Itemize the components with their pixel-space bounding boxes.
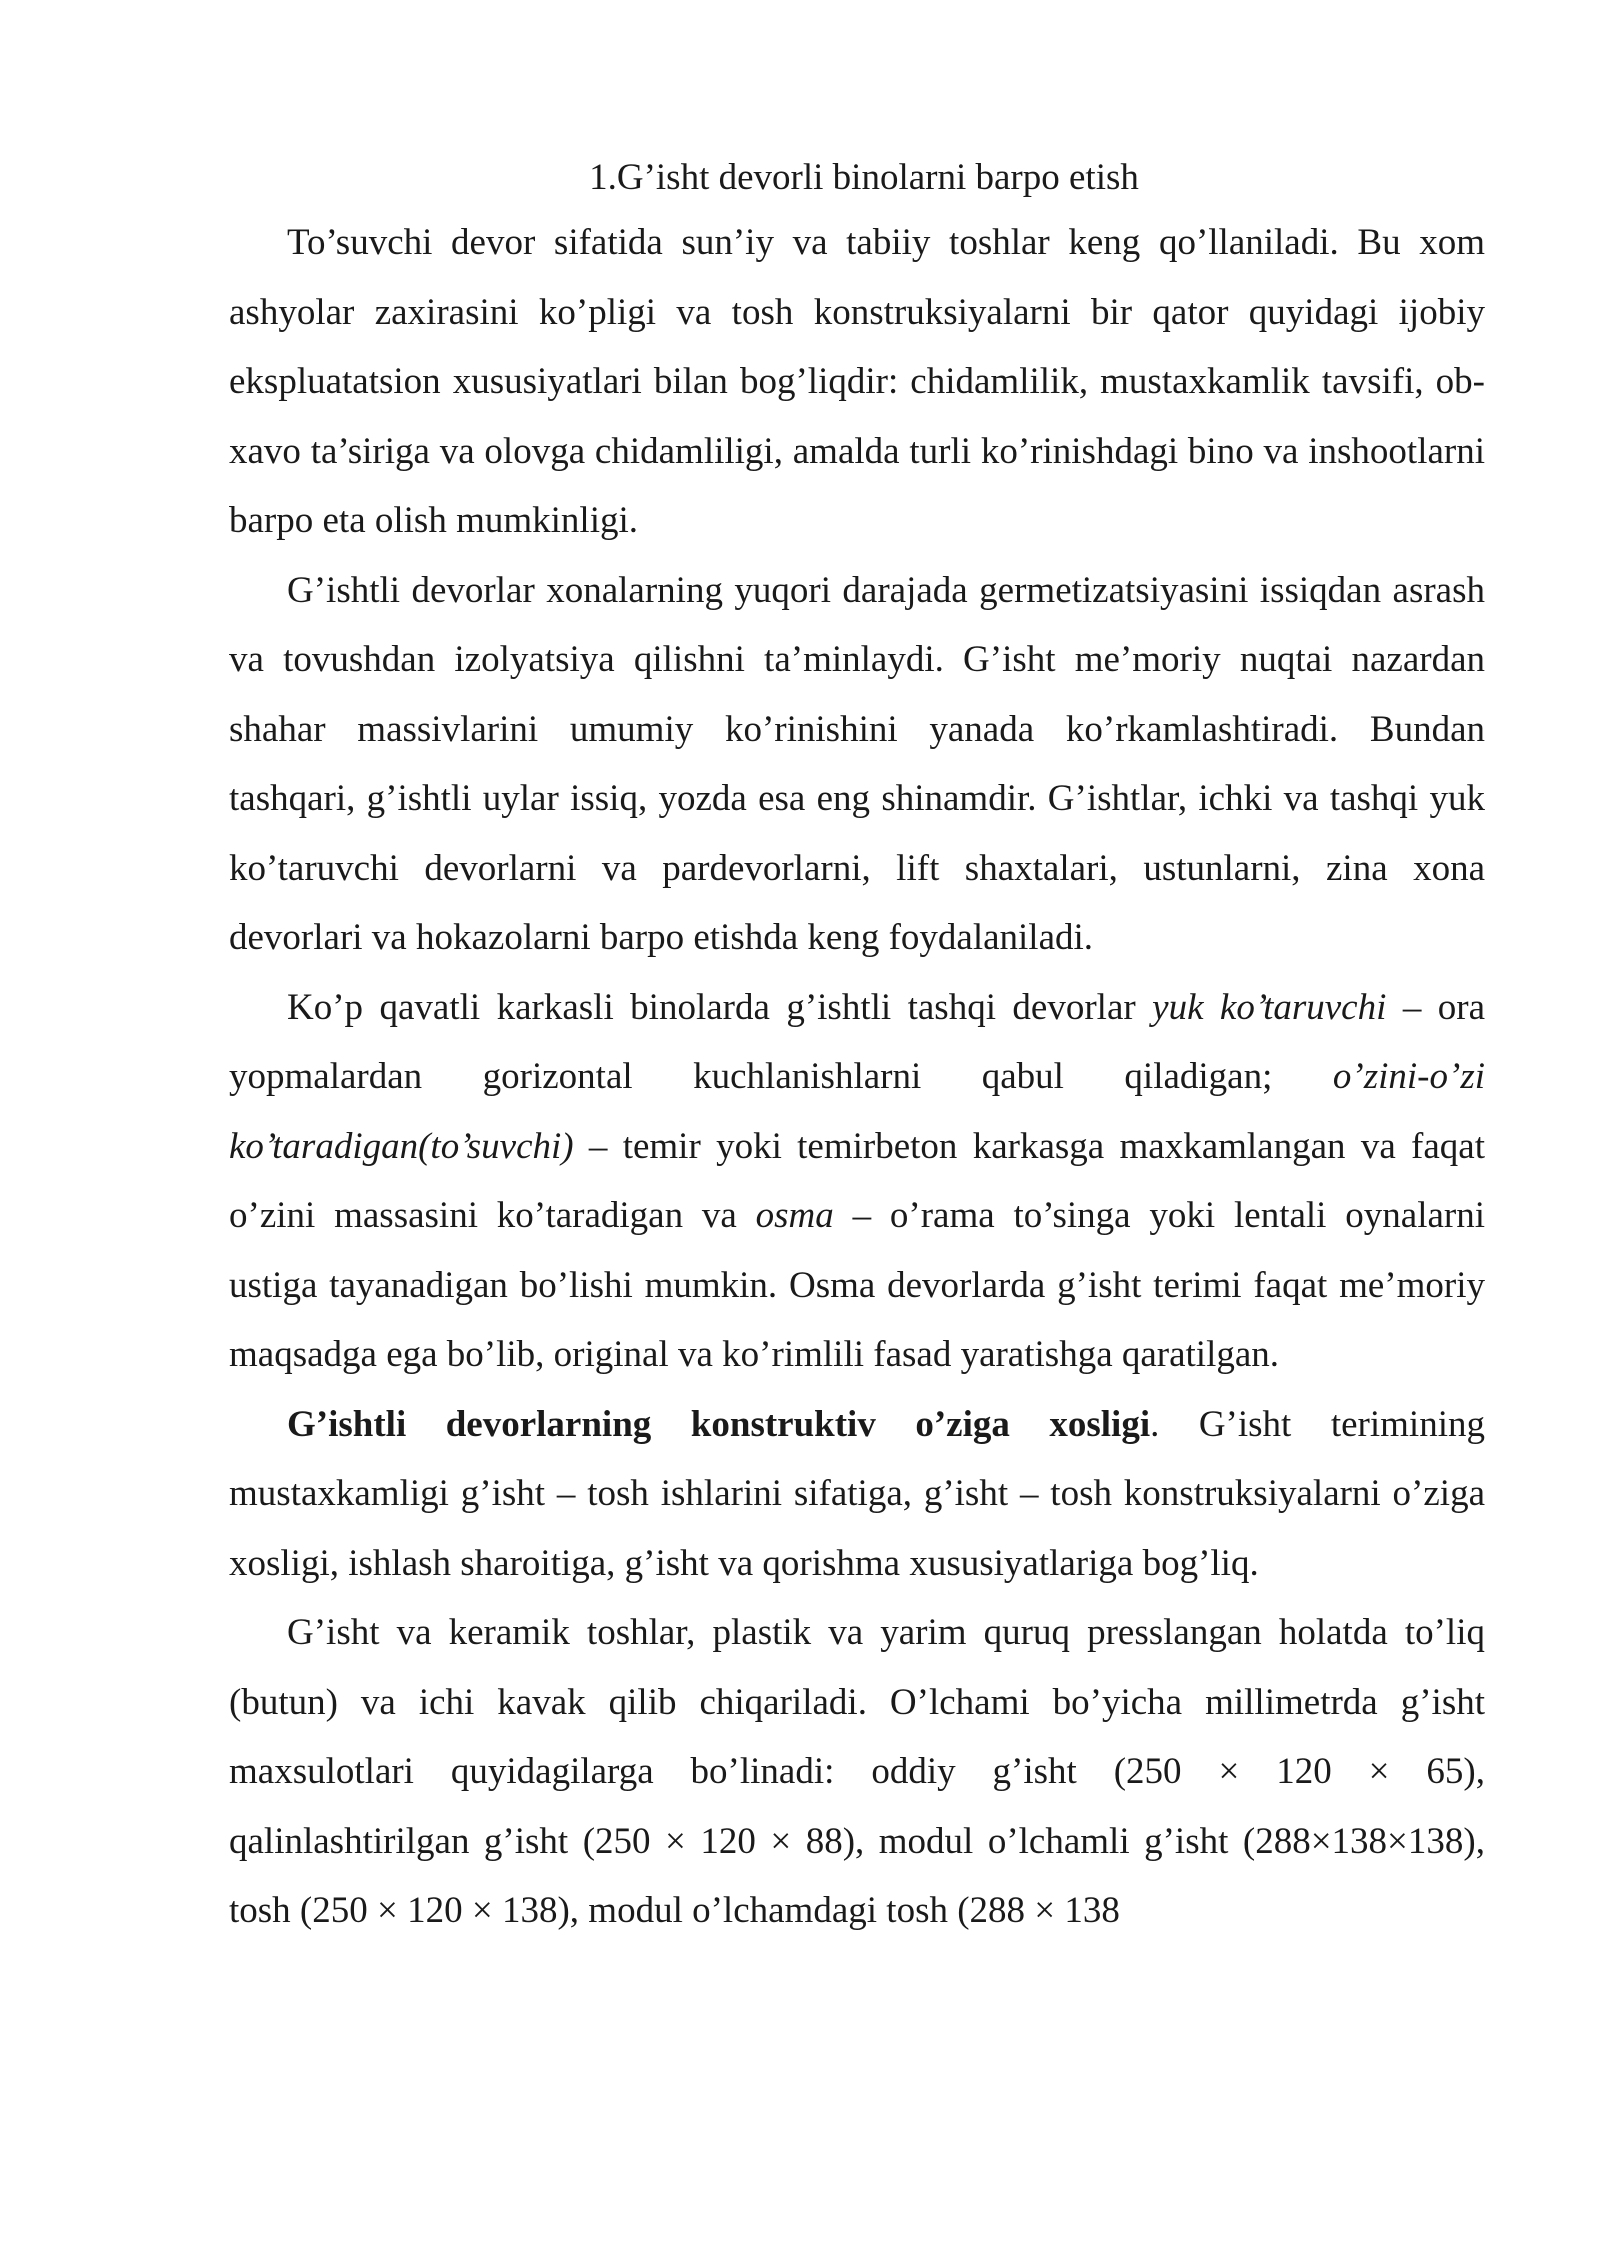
document-body: [229, 148, 1485, 1946]
paragraph-3-text-3: – temir yoki temirbeton karkasga maxkamlangan va faqat o’zini massasini ko’taradigan va: [229, 1125, 1485, 1236]
paragraph-3: [229, 973, 1485, 1390]
paragraph-4: [229, 1390, 1485, 1599]
term-self-supporting: o’zini-o’zi ko’taradigan(to’suvchi): [229, 1056, 1485, 1167]
document-title: 1.G’isht devorli binolarni barpo etish: [589, 157, 1139, 198]
paragraph-1: To’suvchi devor sifatida sun’iy va tabiiy toshlar keng qo’llaniladi. Bu xom ashyolar zaxirasini ko’pligi va tosh konstruksiyalarni bir qator quyidagi ijobiy ekspluatatsion xususiyatlari bilan bog’liqdir: chidamlilik, mustaxkamlik tavsifi, ob-xavo ta’siriga va olovga chidamliligi, amalda turli ko’rinishdagi bino va inshootlarni barpo eta olish mumkinligi.: [229, 222, 1485, 541]
term-load-bearing: yuk ko’taruvchi: [1152, 986, 1387, 1028]
paragraph-2: G’ishtli devorlar xonalarning yuqori darajada germetizatsiyasini issiqdan asrash va tovushdan izolyatsiya qilishni ta’minlaydi. G’isht me’moriy nuqtai nazardan shahar massivlarini umumiy ko’rinishini yanada ko’rkamlashtiradi. Bundan tashqari, g’ishtli uylar issiq, yozda esa eng shinamdir. G’ishtlar, ichki va tashqi yuk ko’taruvchi devorlarni va pardevorlarni, lift shaxtalari, ustunlarni, zina xona devorlari va hokazolarni barpo etishda keng foydalaniladi.: [229, 569, 1485, 958]
term-curtain: osma: [755, 1195, 834, 1236]
section-heading-inline: G’ishtli devorlarning konstruktiv o’ziga xosligi: [287, 1403, 1151, 1445]
paragraph-3-text-4: – o’rama to’singa yoki lentali oynalarni ustiga tayanadigan bo’lishi mumkin. Osma devorlarda g’isht terimi faqat me’moriy maqsadga ega bo’lib, original va ko’rimlili fasad yaratishga qaratilgan.: [229, 1195, 1485, 1375]
paragraph-3-text-1: Ko’p qavatli karkasli binolarda g’ishtli tashqi devorlar: [287, 986, 1153, 1028]
paragraph-4-text: . G’isht terimining mustaxkamligi g’isht – tosh ishlarini sifatiga, g’isht – tosh konstruksiyalarni o’ziga xosligi, ishlash sharoitiga, g’isht va qorishma xususiyatlariga bog’liq.: [229, 1403, 1485, 1584]
paragraph-3-text-2: – ora yopmalardan gorizontal kuchlanishlarni qabul qiladigan;: [229, 986, 1485, 1097]
paragraph-5: G’isht va keramik toshlar, plastik va yarim quruq presslangan holatda to’liq (butun) va ichi kavak qilib chiqariladi. O’lchami bo’yicha millimetrda g’isht maxsulotlari quyidagilarga bo’linadi: oddiy g’isht (250 × 120 × 65), qalinlashtirilgan g’isht (250 × 120 × 88), modul o’lchamli g’isht (288×138×138), tosh (250 × 120 × 138), modul o’lchamdagi tosh (288 × 138: [229, 1612, 1485, 1931]
